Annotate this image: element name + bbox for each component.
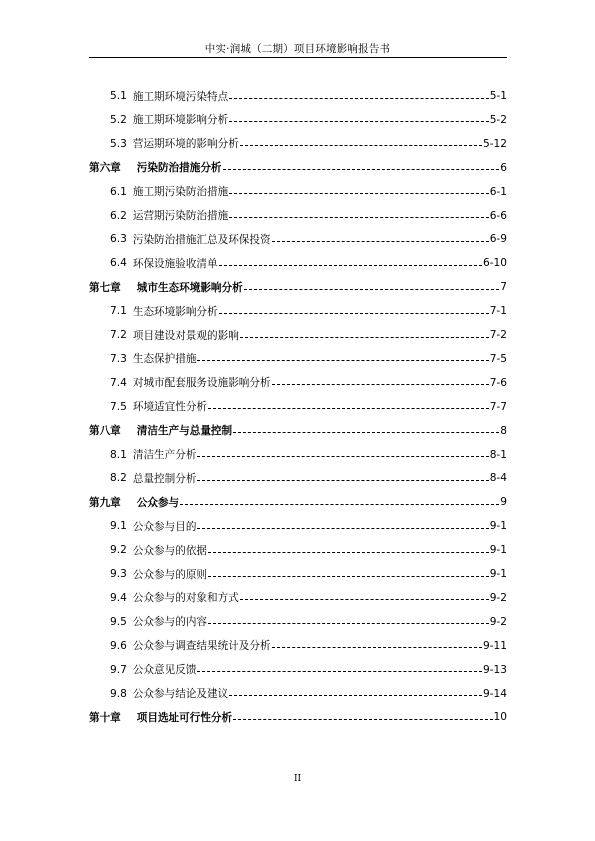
toc-entry-page: 5-2: [489, 113, 507, 126]
toc-entry-page: 6: [500, 161, 507, 174]
toc-entry-number: 6.3: [110, 233, 127, 246]
toc-entry-page: 9-1: [489, 568, 507, 580]
toc-entry-number: 5.1: [110, 90, 127, 102]
toc-section-entry[interactable]: [110, 373, 507, 393]
toc-entry-page: 6-6: [489, 209, 507, 222]
toc-entry-page: 8-4: [489, 472, 507, 485]
toc-entry-page: 6-1: [489, 185, 507, 198]
toc-entry-title: 污染防治措施分析: [136, 162, 222, 175]
toc-entry-number: 7.4: [110, 376, 127, 389]
toc-entry-title: 运营期污染防治措施: [132, 210, 229, 222]
toc-entry-number: 7.3: [110, 352, 127, 365]
toc-leader-dots: [229, 217, 488, 218]
toc-entry-page: 6-9: [489, 233, 507, 246]
header-divider: [89, 57, 507, 58]
toc-section-entry[interactable]: [110, 253, 507, 273]
toc-leader-dots: [240, 599, 489, 600]
toc-section-entry[interactable]: [110, 636, 507, 656]
toc-chapter-entry[interactable]: [89, 421, 507, 441]
toc-entry-title: 公众参与的内容: [132, 616, 208, 629]
toc-entry-number: 9.2: [110, 544, 127, 557]
toc-section-entry[interactable]: [110, 516, 507, 536]
toc-entry-title: 生态环境影响分析: [132, 305, 218, 318]
toc-leader-dots: [208, 552, 489, 553]
toc-section-entry[interactable]: [110, 540, 507, 560]
toc-leader-dots: [272, 647, 482, 648]
toc-entry-page: 9-1: [489, 544, 507, 557]
toc-leader-dots: [272, 384, 489, 385]
toc-entry-title: 施工期污染防治措施: [132, 186, 229, 199]
toc-entry-page: 7-1: [489, 305, 507, 318]
toc-entry-number: 8.2: [110, 472, 127, 485]
toc-entry-page: 9-13: [482, 663, 507, 676]
toc-entry-title: 公众参与: [136, 496, 180, 509]
toc-entry-title: 公众参与目的: [132, 520, 197, 533]
toc-entry-number: 9.6: [110, 639, 127, 652]
toc-entry-title: 环境适宜性分析: [132, 401, 208, 414]
toc-entry-number: 6.1: [110, 185, 127, 198]
toc-leader-dots: [219, 313, 489, 314]
toc-leader-dots: [219, 265, 482, 266]
toc-entry-title: 公众参与调查结果统计及分析: [132, 640, 271, 653]
toc-entry-page: 9-1: [489, 520, 507, 533]
toc-section-entry[interactable]: [110, 397, 507, 417]
toc-leader-dots: [197, 480, 488, 481]
toc-entry-number: 9.1: [110, 520, 127, 533]
toc-section-entry[interactable]: [110, 684, 507, 704]
toc-entry-number: 9.3: [110, 568, 127, 580]
toc-section-entry[interactable]: [110, 660, 507, 680]
toc-leader-dots: [180, 504, 499, 505]
toc-entry-title: 公众参与的对象和方式: [132, 592, 239, 605]
toc-entry-number: 6.2: [110, 209, 127, 222]
toc-section-entry[interactable]: [110, 588, 507, 608]
page-number: II: [293, 774, 302, 784]
toc-entry-page: 8-1: [489, 448, 507, 461]
toc-entry-title: 施工期环境污染特点: [132, 90, 229, 103]
toc-section-entry[interactable]: [110, 468, 507, 488]
toc-entry-title: 项目建设对景观的影响: [132, 329, 239, 342]
toc-section-entry[interactable]: [110, 325, 507, 345]
toc-entry-title: 清洁生产与总量控制: [136, 425, 233, 438]
toc-entry-page: 9-14: [482, 687, 507, 700]
toc-entry-page: 5-1: [489, 90, 507, 102]
toc-entry-number: 第六章: [89, 162, 121, 175]
toc-entry-page: 5-12: [482, 137, 507, 150]
toc-entry-title: 公众意见反馈: [132, 664, 197, 677]
toc-section-entry[interactable]: [110, 301, 507, 321]
toc-entry-page: 9-2: [489, 615, 507, 628]
toc-entry-number: 8.1: [110, 448, 127, 461]
toc-section-entry[interactable]: [110, 229, 507, 249]
toc-entry-number: 第十章: [89, 711, 121, 724]
toc-section-entry[interactable]: [110, 110, 507, 130]
toc-entry-number: 7.2: [110, 329, 127, 341]
toc-leader-dots: [223, 169, 500, 170]
toc-entry-page: 7-2: [489, 329, 507, 341]
toc-section-entry[interactable]: [110, 612, 507, 632]
toc-leader-dots: [240, 145, 482, 146]
toc-entry-number: 7.5: [110, 400, 127, 413]
toc-entry-page: 6-10: [482, 257, 507, 270]
toc-entry-number: 5.2: [110, 113, 127, 126]
page-header-title: 中实·润城（二期）项目环境影响报告书: [204, 43, 391, 55]
toc-entry-page: 7-6: [489, 376, 507, 389]
toc-entry-title: 公众参与的原则: [132, 568, 208, 581]
toc-entry-page: 7-7: [489, 400, 507, 413]
toc-section-entry[interactable]: [110, 445, 507, 465]
toc-entry-title: 生态保护措施: [132, 353, 197, 366]
toc-leader-dots: [208, 408, 489, 409]
toc-leader-dots: [197, 528, 488, 529]
toc-entry-number: 5.3: [110, 137, 127, 150]
toc-entry-title: 公众参与结论及建议: [132, 688, 229, 700]
toc-entry-page: 9-11: [482, 639, 507, 652]
toc-section-entry[interactable]: [110, 349, 507, 369]
toc-entry-title: 环保设施验收清单: [132, 257, 218, 270]
toc-section-entry[interactable]: [110, 182, 507, 202]
toc-leader-dots: [197, 456, 488, 457]
toc-entry-number: 7.1: [110, 305, 127, 318]
toc-leader-dots: [272, 241, 489, 242]
toc-entry-title: 总量控制分析: [132, 472, 197, 485]
toc-entry-page: 8: [500, 424, 507, 437]
toc-entry-title: 对城市配套服务设施影响分析: [132, 377, 271, 390]
toc-leader-dots: [244, 289, 500, 290]
toc-section-entry[interactable]: [110, 564, 507, 584]
toc-entry-number: 9.5: [110, 615, 127, 628]
toc-section-entry[interactable]: [110, 86, 507, 106]
toc-entry-number: 第七章: [89, 281, 121, 294]
toc-entry-page: 7-5: [489, 352, 507, 365]
toc-section-entry[interactable]: [110, 206, 507, 226]
toc-entry-title: 公众参与的依据: [132, 544, 208, 557]
toc-leader-dots: [240, 337, 489, 338]
toc-entry-page: 9-2: [489, 591, 507, 604]
toc-entry-number: 第九章: [89, 496, 121, 509]
toc-chapter-entry[interactable]: [89, 277, 507, 297]
toc-leader-dots: [208, 623, 489, 624]
toc-chapter-entry[interactable]: [89, 158, 507, 178]
toc-entry-number: 9.4: [110, 591, 127, 604]
toc-leader-dots: [229, 695, 482, 696]
toc-entry-title: 营运期环境的影响分析: [132, 138, 239, 151]
toc-leader-dots: [229, 193, 488, 194]
toc-leader-dots: [229, 98, 488, 99]
toc-entry-number: 9.8: [110, 687, 127, 700]
toc-entry-title: 项目选址可行性分析: [136, 711, 233, 724]
toc-entry-page: 10: [493, 711, 507, 724]
toc-entry-title: 城市生态环境影响分析: [136, 281, 243, 294]
toc-entry-title: 施工期环境影响分析: [132, 114, 229, 127]
toc-leader-dots: [233, 719, 492, 720]
toc-entry-title: 污染防治措施汇总及环保投资: [132, 233, 271, 246]
toc-entry-number: 6.4: [110, 257, 127, 270]
toc-leader-dots: [197, 671, 482, 672]
toc-chapter-entry[interactable]: [89, 492, 507, 512]
toc-chapter-entry[interactable]: [89, 707, 507, 727]
toc-leader-dots: [233, 432, 499, 433]
toc-entry-page: 9: [500, 496, 507, 509]
toc-entry-title: 清洁生产分析: [132, 449, 197, 461]
toc-entry-number: 第八章: [89, 425, 121, 438]
toc-leader-dots: [208, 576, 489, 577]
toc-leader-dots: [197, 360, 488, 361]
toc-entry-page: 7: [500, 281, 507, 294]
toc-leader-dots: [229, 121, 488, 122]
toc-section-entry[interactable]: [110, 134, 507, 154]
toc-entry-number: 9.7: [110, 663, 127, 676]
